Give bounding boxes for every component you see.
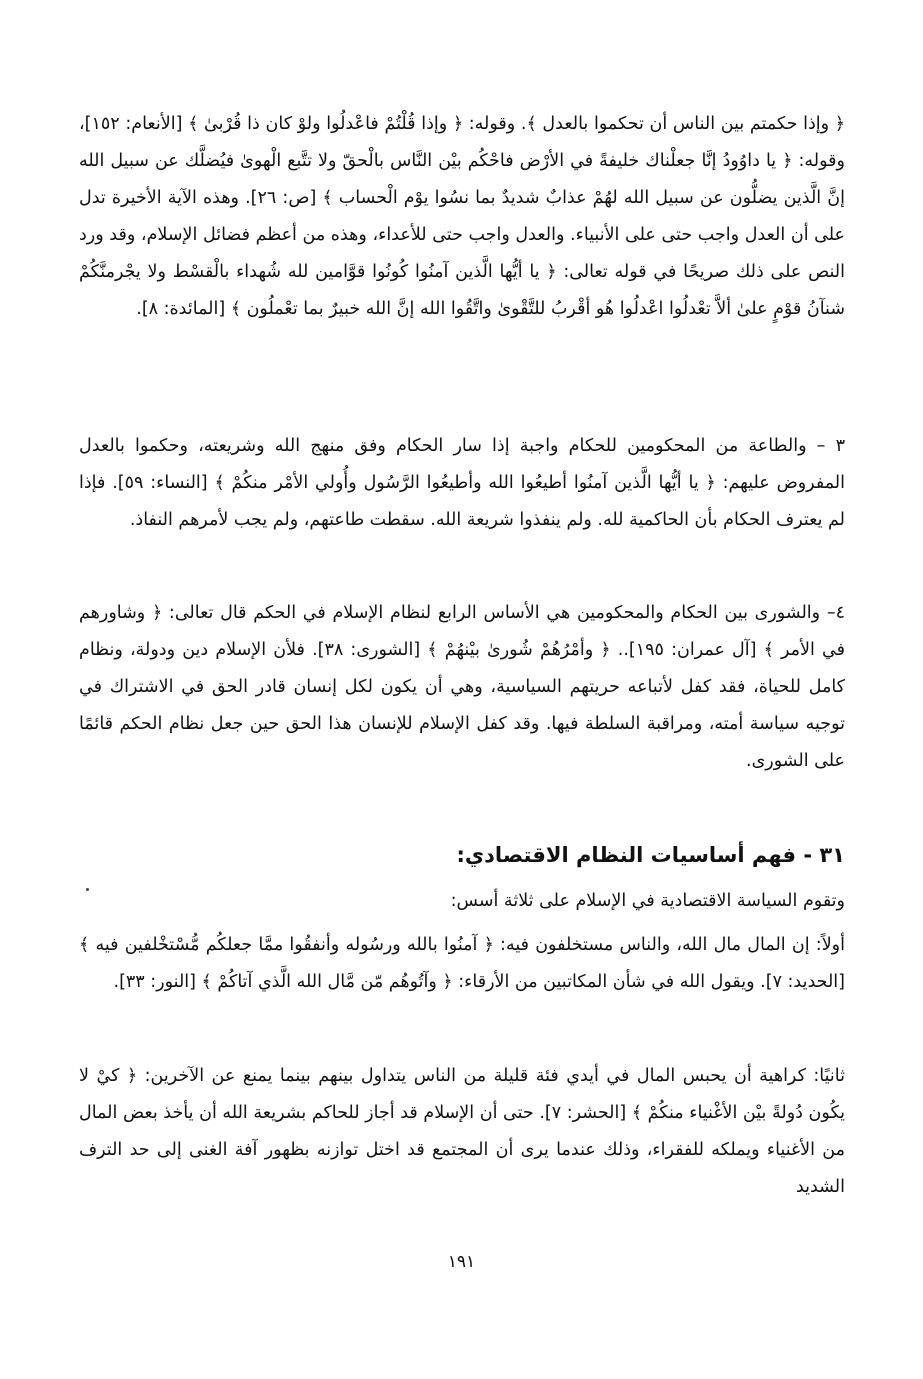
section-heading-economic-system: ٣١ - فهم أساسيات النظام الاقتصادي:	[456, 843, 845, 867]
economic-point-first: أولاً: إن المال مال الله، والناس مستخلفون فيه: ﴿ آمنُوا بالله ورسُوله وأنفقُوا ممَّا جعلكُم مُّسْتخْلفين فيه ﴾ [الحديد: ٧]. ويقول الله في شأن المكاتبين من الأرقاء: ﴿ وآتُوهُم مّن مَّال الله الَّذي آتاكُمْ ﴾ [النور: ٣٣].	[79, 935, 845, 992]
scan-speck	[86, 888, 89, 891]
paragraph-shura: ٤– والشورى بين الحكام والمحكومين هي الأساس الرابع لنظام الإسلام في الحكم قال تعالى: ﴿ وشاورهم في الأمر ﴾ [آل عمران: ١٩٥].. ﴿ وأمْرُهُمْ شُورىٰ بيْنهُمْ ﴾ [الشورى: ٣٨]. فلأن الإسلام دين ودولة، ونظام كامل للحياة، فقد كفل لأتباعه حريتهم السياسية، وهي أن يكون لكل إنسان قادر الحق في الاشتراك في توجيه سياسة أمته، ومراقبة السلطة فيها. وقد كفل الإسلام للإنسان هذا الحق حين جعل نظام الحكم قائمًا على الشورى.	[79, 603, 845, 771]
page-number: ١٩١	[447, 1252, 476, 1272]
economic-point-second: ثانيًا: كراهية أن يحبس المال في أيدي فئة قليلة من الناس يتداول بينهم بينما يمنع عن الآخرين: ﴿ كيْ لا يكُون دُولةً بيْن الأغْنياء منكُمْ ﴾ [الحشر: ٧]. حتى أن الإسلام قد أجاز للحاكم بشريعة الله أن يأخذ بعض المال من الأغنياء ويملكه للفقراء، وذلك عندما يرى أن المجتمع قد اختل توازنه بظهور آفة الغنى إلى حد الترف الشديد	[79, 1066, 845, 1197]
economic-intro: وتقوم السياسة الاقتصادية في الإسلام على ثلاثة أسس:	[450, 891, 845, 911]
paragraph-justice-verses: ﴿ وإذا حكمتم بين الناس أن تحكموا بالعدل ﴾. وقوله: ﴿ وإذا قُلْتُمْ فاعْدلُوا ولوْ كان ذا قُرْبىٰ ﴾ [الأنعام: ١٥٢]، وقوله: ﴿ يا داوُودُ إنَّا جعلْناك خليفةً في الأرْض فاحْكُم بيْن النَّاس بالْحقّ ولا تتَّبع الْهوىٰ فيُضلَّك عن سبيل الله إنَّ الَّذين يضلُّون عن سبيل الله لهُمْ عذابٌ شديدٌ بما نسُوا يوْم الْحساب ﴾ [ص: ٢٦]. وهذه الآية الأخيرة تدل على أن العدل واجب حتى على الأنبياء. والعدل واجب حتى للأعداء، وهذه من أعظم فضائل الإسلام، وقد ورد النص على ذلك صريحًا في قوله تعالى: ﴿ يا أيُّها الَّذين آمنُوا كُونُوا قوَّامين لله شُهداء بالْقسْط ولا يجْرمنَّكُمْ شنآنُ قوْمٍ علىٰ ألاَّ تعْدلُوا اعْدلُوا هُو أقْربُ للتَّقْوىٰ واتَّقُوا الله إنَّ الله خبيرٌ بما تعْملُون ﴾ [المائدة: ٨].	[79, 114, 845, 319]
paragraph-obedience: ٣ – والطاعة من المحكومين للحكام واجبة إذا سار الحكام وفق منهج الله وشريعته، وحكموا بالعدل المفروض عليهم: ﴿ يا أيُّها الَّذين آمنُوا أطيعُوا الله وأطيعُوا الرَّسُول وأُولي الأمْر منكُمْ ﴾ [النساء: ٥٩]. فإذا لم يعترف الحكام بأن الحاكمية لله. ولم ينفذوا شريعة الله. سقطت طاعتهم، ولم يجب لأمرهم النفاذ.	[79, 436, 846, 530]
